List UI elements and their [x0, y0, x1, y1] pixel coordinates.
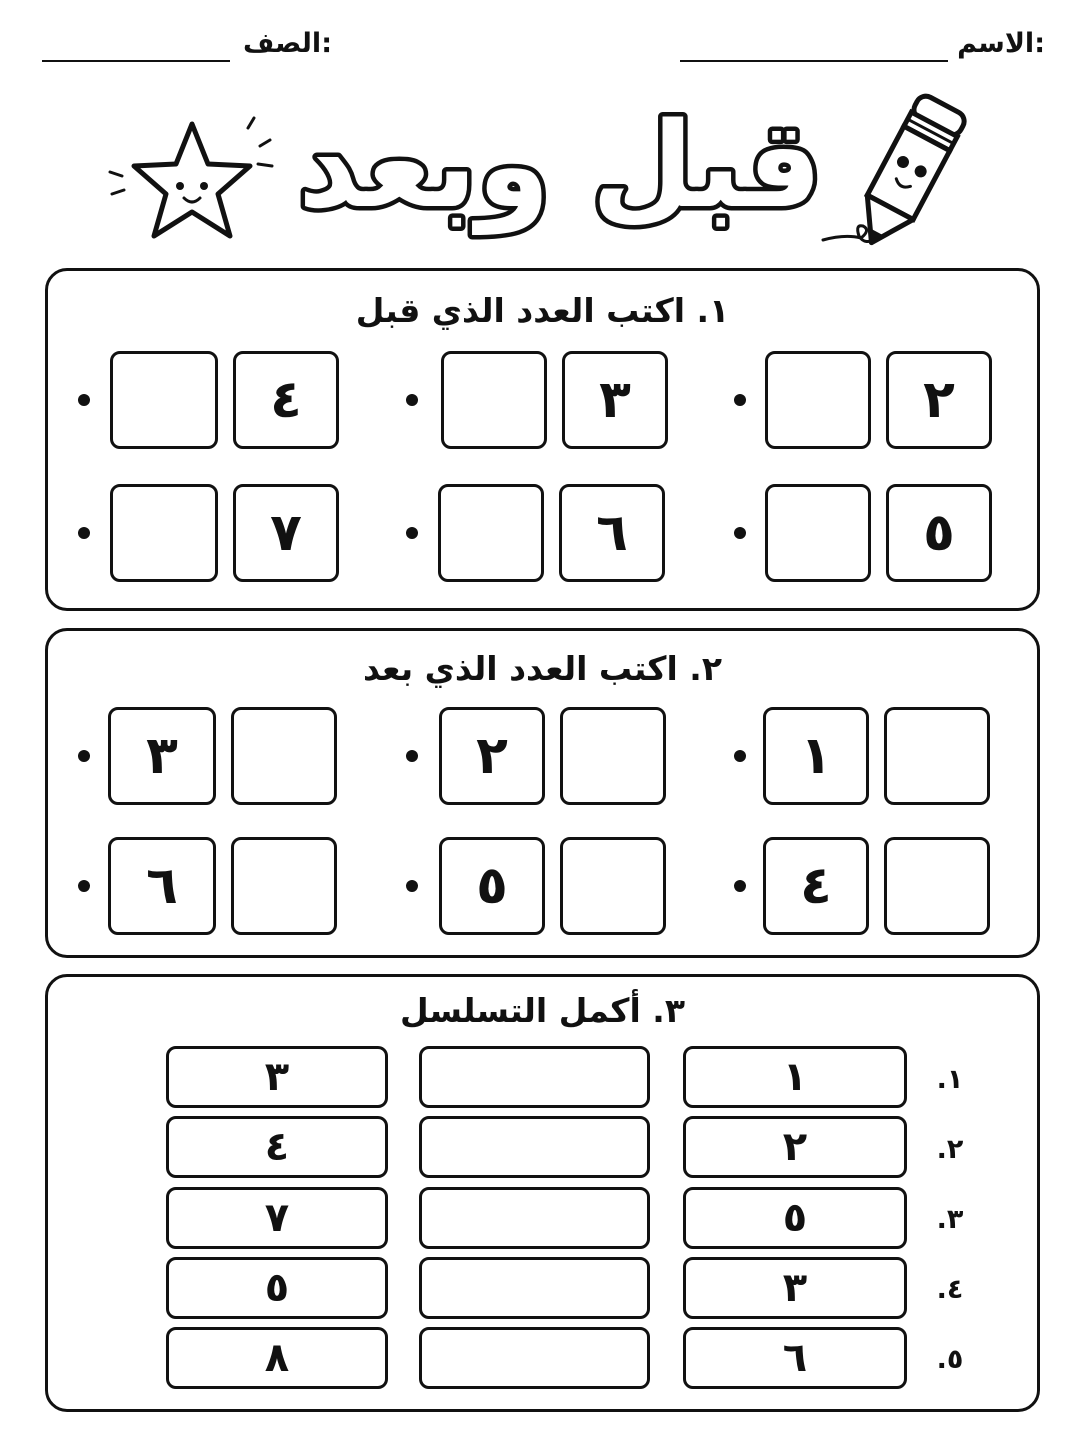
- row-number: .٤: [936, 1274, 964, 1305]
- answer-box[interactable]: [110, 351, 218, 449]
- class-line: [42, 60, 230, 62]
- sequence-last-box: ٣: [166, 1046, 388, 1108]
- class-label: الصف:: [243, 28, 332, 59]
- answer-box[interactable]: [560, 707, 666, 805]
- sequence-last-box: ٤: [166, 1116, 388, 1178]
- bullet-dot: [734, 880, 746, 892]
- given-number-box: ٣: [108, 707, 216, 805]
- sequence-last-box: ٨: [166, 1327, 388, 1389]
- sequence-answer-box[interactable]: [419, 1046, 650, 1108]
- star-icon: [100, 112, 280, 252]
- worksheet-title: [280, 88, 840, 258]
- section-after-title: ٢. اكتب العدد الذي بعد: [363, 649, 722, 688]
- name-field[interactable]: [680, 28, 1045, 73]
- section-before: [45, 268, 1040, 611]
- sequence-last-box: ٧: [166, 1187, 388, 1249]
- bullet-dot: [406, 750, 418, 762]
- sequence-answer-box[interactable]: [419, 1327, 650, 1389]
- sequence-first-box: ٦: [683, 1327, 907, 1389]
- sequence-answer-box[interactable]: [419, 1116, 650, 1178]
- class-field[interactable]: [42, 28, 332, 73]
- bullet-dot: [406, 527, 418, 539]
- given-number-box: ٥: [439, 837, 545, 935]
- answer-box[interactable]: [110, 484, 218, 582]
- name-line: [680, 60, 948, 62]
- answer-box[interactable]: [884, 707, 990, 805]
- sequence-first-box: ١: [683, 1046, 907, 1108]
- answer-box[interactable]: [438, 484, 544, 582]
- bullet-dot: [734, 527, 746, 539]
- sequence-answer-box[interactable]: [419, 1187, 650, 1249]
- section-sequence-title: ٣. أكمل التسلسل: [399, 991, 685, 1030]
- given-number-box: ٤: [763, 837, 869, 935]
- section-after: [45, 628, 1040, 958]
- bullet-dot: [406, 394, 418, 406]
- bullet-dot: [734, 394, 746, 406]
- answer-box[interactable]: [231, 837, 337, 935]
- section-before-title: ١. اكتب العدد الذي قبل: [355, 291, 730, 330]
- row-number: .١: [936, 1064, 964, 1095]
- sequence-last-box: ٥: [166, 1257, 388, 1319]
- given-number-box: ٤: [233, 351, 339, 449]
- bullet-dot: [78, 394, 90, 406]
- pencil-icon: [815, 88, 990, 253]
- bullet-dot: [734, 750, 746, 762]
- answer-box[interactable]: [765, 351, 871, 449]
- given-number-box: ١: [763, 707, 869, 805]
- sequence-first-box: ٢: [683, 1116, 907, 1178]
- given-number-box: ٦: [559, 484, 665, 582]
- row-number: .٣: [936, 1204, 964, 1235]
- answer-box[interactable]: [765, 484, 871, 582]
- given-number-box: ٢: [439, 707, 545, 805]
- title-text: قبل وبعد: [297, 96, 823, 234]
- row-number: .٥: [936, 1344, 964, 1375]
- given-number-box: ٧: [233, 484, 339, 582]
- answer-box[interactable]: [441, 351, 547, 449]
- sequence-answer-box[interactable]: [419, 1257, 650, 1319]
- bullet-dot: [78, 527, 90, 539]
- answer-box[interactable]: [884, 837, 990, 935]
- given-number-box: ٥: [886, 484, 992, 582]
- bullet-dot: [78, 750, 90, 762]
- given-number-box: ٣: [562, 351, 668, 449]
- sequence-first-box: ٣: [683, 1257, 907, 1319]
- row-number: .٢: [936, 1134, 964, 1165]
- sequence-first-box: ٥: [683, 1187, 907, 1249]
- answer-box[interactable]: [560, 837, 666, 935]
- answer-box[interactable]: [231, 707, 337, 805]
- name-label: الاسم:: [957, 28, 1045, 59]
- given-number-box: ٢: [886, 351, 992, 449]
- bullet-dot: [406, 880, 418, 892]
- given-number-box: ٦: [108, 837, 216, 935]
- bullet-dot: [78, 880, 90, 892]
